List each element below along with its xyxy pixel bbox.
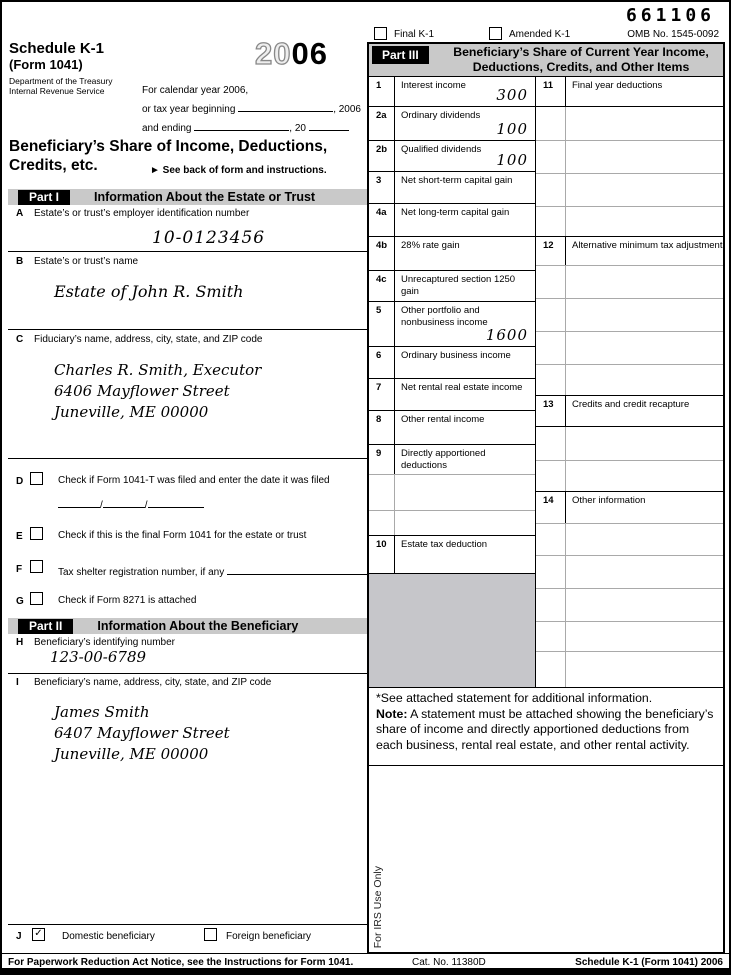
box-2a-value[interactable]: 100: [496, 120, 528, 138]
tax-shelter-checkbox[interactable]: [30, 560, 43, 573]
final-1041-checkbox[interactable]: [30, 527, 43, 540]
part3-left-column: [369, 77, 536, 687]
box-number: [536, 266, 566, 298]
item-j-letter: J: [16, 931, 22, 942]
beneficiary-line2: 6407 Mayflower Street: [54, 724, 230, 742]
box-1-value[interactable]: 300: [496, 86, 528, 104]
box-3-short-term-gain: [369, 172, 535, 204]
box-number: 2a: [369, 107, 395, 140]
divider: [8, 458, 367, 459]
item-f-letter: F: [16, 564, 23, 575]
item-c-letter: C: [16, 334, 24, 345]
item-i-label: Beneficiary’s name, address, city, state, and ZIP code: [34, 677, 272, 688]
box-number: [536, 299, 566, 331]
box-number: [536, 107, 566, 140]
irs-use-only-label: For IRS Use Only: [372, 865, 384, 948]
box-2a-ordinary-dividends: [369, 107, 535, 141]
tax-year: [255, 36, 328, 72]
year-outline: 20: [255, 36, 292, 71]
shaded-area: [369, 574, 535, 687]
fiduciary-address-value[interactable]: [54, 360, 261, 423]
box-10-estate-tax-deduction: [369, 536, 535, 574]
box-4a-long-term-gain: [369, 204, 535, 237]
part3-title-line2: Deductions, Credits, and Other Items: [472, 60, 690, 74]
see-back-note: ► See back of form and instructions.: [150, 165, 327, 176]
date-slash: /: [144, 500, 148, 511]
divider: [2, 953, 729, 954]
item-d-letter: D: [16, 476, 24, 487]
end-date-blank[interactable]: [194, 119, 289, 131]
divider: [8, 329, 367, 330]
box-number: 8: [369, 411, 395, 444]
foreign-beneficiary-label: Foreign beneficiary: [226, 931, 312, 942]
form-title-line1: Beneficiary’s Share of Income, Deductions,: [9, 138, 328, 155]
divider: [8, 251, 367, 252]
box-number: 3: [369, 172, 395, 203]
item-d-label: Check if Form 1041-T was filed and enter the date it was filed: [58, 475, 330, 486]
omb-number: OMB No. 1545-0092: [627, 29, 719, 40]
part3-header-bar: [369, 44, 723, 77]
amended-k1-checkbox[interactable]: [489, 27, 502, 40]
note-text: A statement must be attached showing the beneficiary’s share of income and directly apportioned deductions from each business, rental real estate, and other rental activity.: [376, 706, 714, 752]
part1-chip: Part I: [18, 190, 70, 205]
form-8271-checkbox[interactable]: [30, 592, 43, 605]
tax-shelter-number-blank[interactable]: [227, 563, 377, 575]
blank-row: [536, 299, 723, 332]
item-g-letter: G: [16, 596, 24, 607]
divider: [8, 673, 367, 674]
box-label: Other rental income: [401, 414, 485, 425]
part3-right-column: [536, 77, 723, 687]
box-number: [369, 475, 395, 510]
box-number: 2b: [369, 141, 395, 171]
box-2b-value[interactable]: 100: [496, 151, 528, 169]
box-8-other-rental-income: [369, 411, 535, 445]
begin-suffix: , 2006: [333, 104, 361, 115]
domestic-beneficiary-label: Domestic beneficiary: [62, 931, 155, 942]
amended-k1-label: Amended K-1: [509, 29, 571, 40]
box-11-final-year-deductions: [536, 77, 723, 107]
box-number: [536, 332, 566, 364]
box-5-value[interactable]: 1600: [485, 326, 528, 344]
box-label: Unrecaptured section 1250 gain: [401, 274, 516, 297]
item-b-letter: B: [16, 256, 24, 267]
box-label: 28% rate gain: [401, 240, 460, 251]
box-number: [536, 589, 566, 621]
irs-use-only-box: [369, 766, 723, 952]
begin-label: or tax year beginning: [142, 104, 236, 115]
item-f-text: Tax shelter registration number, if any: [58, 567, 225, 578]
domestic-beneficiary-checkbox[interactable]: [32, 928, 45, 941]
box-label: [566, 174, 574, 206]
box-label: Ordinary dividends: [401, 110, 481, 121]
box-label: [566, 524, 574, 555]
estate-name-value[interactable]: Estate of John R. Smith: [54, 282, 244, 301]
box-4c-unrecaptured-1250: [369, 271, 535, 302]
schedule-name: Schedule K-1: [9, 40, 105, 57]
catalog-number: Cat. No. 11380D: [412, 957, 486, 968]
form-number: (Form 1041): [9, 57, 83, 72]
box-number: 13: [536, 396, 566, 426]
part1-title: Information About the Estate or Trust: [94, 190, 316, 204]
box-number: [536, 365, 566, 395]
form-serial-number: 661106: [625, 5, 715, 26]
box-number: 10: [369, 536, 395, 573]
checkmark-icon: ✓: [34, 928, 43, 939]
box-number: 4c: [369, 271, 395, 301]
item-a-label: Estate’s or trust’s employer identification number: [34, 208, 250, 219]
box-label: [566, 332, 574, 364]
beneficiary-line3: Juneville, ME 00000: [54, 745, 209, 763]
box-number: 6: [369, 347, 395, 378]
box-number: [536, 524, 566, 555]
box-label: [566, 589, 574, 621]
box-label: [395, 511, 403, 535]
box-label: [566, 299, 574, 331]
box-label: Ordinary business income: [401, 350, 511, 361]
blank-row: [536, 141, 723, 174]
box-number: 12: [536, 237, 566, 265]
box-14-other-information: [536, 492, 723, 524]
box-label: Qualified dividends: [401, 144, 482, 155]
date-slash: /: [100, 500, 103, 511]
fiduciary-line2: 6406 Mayflower Street: [54, 382, 230, 400]
box-label: [566, 427, 574, 460]
box-label: [566, 461, 574, 491]
tax-year-begin-line: [142, 100, 361, 119]
box-number: [536, 174, 566, 206]
item-h-letter: H: [16, 637, 24, 648]
box-label: [566, 141, 574, 173]
footer-form-id: Schedule K-1 (Form 1041) 2006: [575, 957, 723, 968]
box-label: Final year deductions: [572, 80, 663, 91]
box-label: [395, 475, 403, 510]
box-number: 4b: [369, 237, 395, 270]
tax-year-end-line: [142, 119, 361, 138]
box-label: [566, 365, 574, 395]
blank-row: [536, 427, 723, 461]
blank-row: [536, 365, 723, 396]
part1-header-bar: [8, 189, 367, 205]
calendar-year-line: For calendar year 2006,: [142, 85, 249, 96]
date-year-blank[interactable]: [148, 496, 204, 508]
box-label: [566, 652, 574, 687]
box-label: Estate tax deduction: [401, 539, 488, 550]
blank-row: [536, 589, 723, 622]
dept-treasury: Department of the Treasury: [9, 76, 113, 86]
form-title-line2: Credits, etc.: [9, 157, 98, 174]
item-h-label: Beneficiary’s identifying number: [34, 637, 176, 648]
paperwork-notice: For Paperwork Reduction Act Notice, see the Instructions for Form 1041.: [8, 957, 354, 968]
item-b-label: Estate’s or trust’s name: [34, 256, 139, 267]
begin-date-blank[interactable]: [238, 100, 333, 112]
note-paragraph: [376, 707, 716, 754]
blank-row: [369, 511, 535, 536]
blank-row: [536, 461, 723, 492]
part3-section: [367, 42, 725, 954]
box-label: Net short-term capital gain: [401, 175, 513, 186]
blank-row: [536, 266, 723, 299]
box-label: Credits and credit recapture: [572, 399, 690, 410]
box-5-other-portfolio-income: [369, 302, 535, 347]
beneficiary-address-value[interactable]: [54, 702, 230, 765]
blank-row: [536, 556, 723, 589]
item-f-label: [58, 563, 377, 578]
part3-title: [441, 45, 721, 75]
part2-header-bar: [8, 618, 367, 634]
item-i-letter: I: [16, 677, 19, 688]
blank-row: [536, 332, 723, 365]
see-attached-line: *See attached statement for additional information.: [376, 691, 653, 705]
box-9-directly-apportioned: [369, 445, 535, 475]
item-c-label: Fiduciary’s name, address, city, state, and ZIP code: [34, 334, 263, 345]
blank-row: [536, 207, 723, 237]
box-number: 11: [536, 77, 566, 106]
part3-grid: [369, 77, 723, 687]
blank-row: [369, 475, 535, 511]
item-a-letter: A: [16, 208, 24, 219]
box-number: 9: [369, 445, 395, 474]
form-1041t-checkbox[interactable]: [30, 472, 43, 485]
box-label: [566, 266, 574, 298]
fiduciary-line1: Charles R. Smith, Executor: [54, 361, 262, 379]
item-d-date-line: [58, 496, 204, 511]
box-label: [566, 107, 574, 140]
beneficiary-line1: James Smith: [54, 703, 150, 721]
blank-row: [536, 107, 723, 141]
box-number: [536, 622, 566, 651]
item-e-label: Check if this is the final Form 1041 for the estate or trust: [58, 530, 307, 541]
box-label: Other information: [572, 495, 646, 506]
box-label: [566, 622, 574, 651]
box-13-credits-recapture: [536, 396, 723, 427]
blank-row: [536, 622, 723, 652]
box-number: 14: [536, 492, 566, 523]
box-number: [536, 141, 566, 173]
box-label: Net long-term capital gain: [401, 207, 510, 218]
foreign-beneficiary-checkbox[interactable]: [204, 928, 217, 941]
box-number: [536, 652, 566, 687]
box-4b-28pct-rate-gain: [369, 237, 535, 271]
item-g-label: Check if Form 8271 is attached: [58, 595, 197, 606]
blank-row: [536, 524, 723, 556]
box-label: [566, 207, 574, 236]
box-label: Other portfolio and nonbusiness income: [401, 305, 488, 328]
end-label: and ending: [142, 123, 192, 134]
box-number: [536, 556, 566, 588]
final-k1-checkbox[interactable]: [374, 27, 387, 40]
box-label: Alternative minimum tax adjustment: [572, 240, 723, 251]
part3-title-line1: Beneficiary’s Share of Current Year Income,: [453, 45, 709, 59]
ein-value[interactable]: 10-0123456: [152, 228, 266, 248]
box-number: 1: [369, 77, 395, 106]
box-number: 4a: [369, 204, 395, 236]
box-7-net-rental-real-estate: [369, 379, 535, 411]
fiduciary-line3: Juneville, ME 00000: [54, 403, 209, 421]
part2-chip: Part II: [18, 619, 73, 634]
irs-name: Internal Revenue Service: [9, 86, 105, 96]
blank-row: [536, 652, 723, 687]
box-1-interest-income: [369, 77, 535, 107]
divider: [8, 924, 367, 925]
box-number: [536, 207, 566, 236]
year-bold: 06: [291, 36, 328, 71]
blank-row: [536, 174, 723, 207]
box-label: Net rental real estate income: [401, 382, 523, 393]
date-day-blank[interactable]: [103, 496, 145, 508]
box-2b-qualified-dividends: [369, 141, 535, 172]
end-year-blank[interactable]: [309, 119, 349, 131]
calendar-year-block: [142, 82, 361, 138]
box-number: 5: [369, 302, 395, 346]
final-k1-label: Final K-1: [394, 29, 435, 40]
part3-chip: Part III: [372, 46, 429, 64]
end-suffix: , 20: [289, 123, 306, 134]
box-number: [536, 461, 566, 491]
box-label: Directly apportioned deductions: [401, 448, 486, 471]
box-label: [566, 556, 574, 588]
box-6-ordinary-business-income: [369, 347, 535, 379]
part2-title: Information About the Beneficiary: [97, 619, 299, 633]
beneficiary-id-value[interactable]: 123-00-6789: [50, 648, 147, 666]
box-12-amt-adjustment: [536, 237, 723, 266]
box-number: [536, 427, 566, 460]
box-number: [369, 511, 395, 535]
attachment-note: [369, 687, 723, 766]
date-month-blank[interactable]: [58, 496, 100, 508]
note-label: Note:: [376, 706, 408, 721]
box-label: Interest income: [401, 80, 466, 91]
item-e-letter: E: [16, 531, 23, 542]
box-number: 7: [369, 379, 395, 410]
